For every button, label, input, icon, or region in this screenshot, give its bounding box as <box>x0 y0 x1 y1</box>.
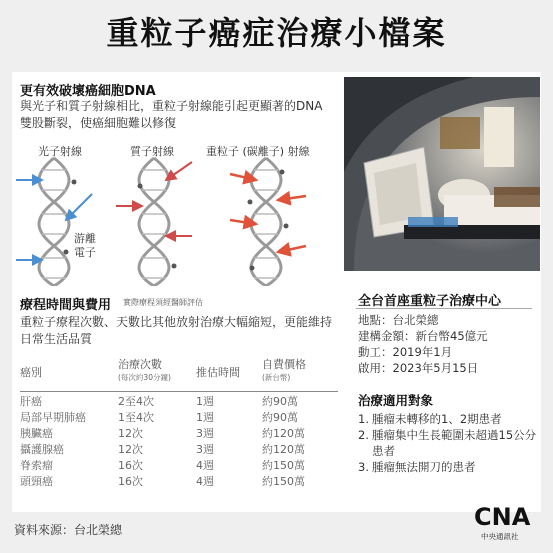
cell-sessions: 1至4次 <box>118 411 154 424</box>
cell-duration: 3週 <box>196 427 214 440</box>
table-header <box>20 352 338 392</box>
proton-arrow <box>166 162 192 180</box>
dna-helix-photon <box>39 158 69 286</box>
cell-duration: 3週 <box>196 443 214 456</box>
list-item: 3. 腫瘤無法開刀的患者 <box>358 460 476 474</box>
header-sessions: 治療次數 <box>118 358 162 371</box>
center-card-title: 全台首座重粒子治療中心 <box>358 294 502 309</box>
cell-duration: 1週 <box>196 411 214 424</box>
cell-duration: 4週 <box>196 459 214 472</box>
cell-sessions: 2至4次 <box>118 395 154 408</box>
dna-helix-proton <box>139 158 169 286</box>
photon-arrow <box>66 194 92 220</box>
cell-sessions: 12次 <box>118 443 143 456</box>
cell-sessions: 16次 <box>118 475 143 488</box>
cell-cancer-type: 肝癌 <box>20 395 42 408</box>
cell-duration: 4週 <box>196 475 214 488</box>
cell-sessions: 16次 <box>118 459 143 472</box>
page-title: 重粒子癌症治療小檔案 <box>106 14 447 52</box>
cell-cancer-type: 局部早期肺癌 <box>20 411 86 424</box>
table-row <box>20 392 338 408</box>
cell-price: 約120萬 <box>262 443 305 456</box>
cell-price: 約90萬 <box>262 411 298 424</box>
center-card-info <box>358 312 538 376</box>
table-row <box>20 424 338 440</box>
cell-cancer-type: 攝護腺癌 <box>20 443 64 456</box>
center-card-divider <box>356 308 532 309</box>
table-row <box>20 408 338 424</box>
source-note: 資料來源：台北榮總 <box>14 523 123 537</box>
table-row <box>20 440 338 456</box>
header-price: 自費價格 <box>262 358 306 371</box>
cna-logo-name: 中央通訊社 <box>481 532 519 541</box>
table-row <box>20 456 338 472</box>
cell-cancer-type: 脊索瘤 <box>20 459 53 472</box>
cell-price: 約150萬 <box>262 459 305 472</box>
cell-sessions: 12次 <box>118 427 143 440</box>
cell-price: 約150萬 <box>262 475 305 488</box>
carbon-arrow <box>278 196 306 200</box>
carbon-arrow <box>278 246 306 252</box>
cell-duration: 1週 <box>196 395 214 408</box>
list-item: 1. 腫瘤未轉移的1、2期患者 <box>358 412 502 426</box>
header-sessions-sub: (每次約30分鐘) <box>118 373 171 382</box>
info-location: 地點：台北榮總 <box>358 313 439 327</box>
header-cancer-type: 癌別 <box>20 366 42 379</box>
table-row <box>20 472 338 488</box>
electron-label: 游離 電子 <box>74 232 96 259</box>
dna-section-text: 與光子和質子射線相比，重粒子射線能引起更顯著的DNA雙股斷裂，使癌細胞難以修復 <box>20 99 323 130</box>
dna-helix-carbon <box>251 158 281 286</box>
targets-heading: 治療適用對象 <box>358 393 434 408</box>
cna-logo-mark: CNA <box>474 503 531 531</box>
proton-label: 質子射線 <box>130 145 174 158</box>
cell-price: 約90萬 <box>262 395 298 408</box>
dna-section-heading: 更有效破壞癌細胞DNA <box>20 84 156 99</box>
cost-section-text: 重粒子療程次數、天數比其他放射治療大幅縮短，更能維持日常生活品質 <box>20 315 333 346</box>
cell-price: 約120萬 <box>262 427 305 440</box>
header-duration: 推估時間 <box>196 366 240 379</box>
list-item: 2. 腫瘤集中生長範圍未超過15公分患者 <box>358 428 537 458</box>
carbon-label: 重粒子 (碳離子) 射線 <box>206 145 310 158</box>
targets-list <box>358 411 538 475</box>
treatment-room-photo <box>344 77 540 271</box>
cell-cancer-type: 胰臟癌 <box>20 427 53 440</box>
photon-label: 光子射線 <box>38 145 82 158</box>
cell-cancer-type: 頭頸癌 <box>20 475 53 488</box>
header-price-sub: (新台幣) <box>262 373 291 382</box>
dna-illustration <box>14 156 340 286</box>
info-opening: 啟用：2023年5月15日 <box>358 361 479 375</box>
info-cost: 建構金額：新台幣45億元 <box>358 329 488 343</box>
info-groundbreaking: 動工：2019年1月 <box>358 345 453 359</box>
cost-section-subheading: 實際療程須經醫師評估 <box>123 298 203 307</box>
cost-section-heading: 療程時間與費用 <box>20 298 112 313</box>
treatment-table <box>20 352 338 488</box>
